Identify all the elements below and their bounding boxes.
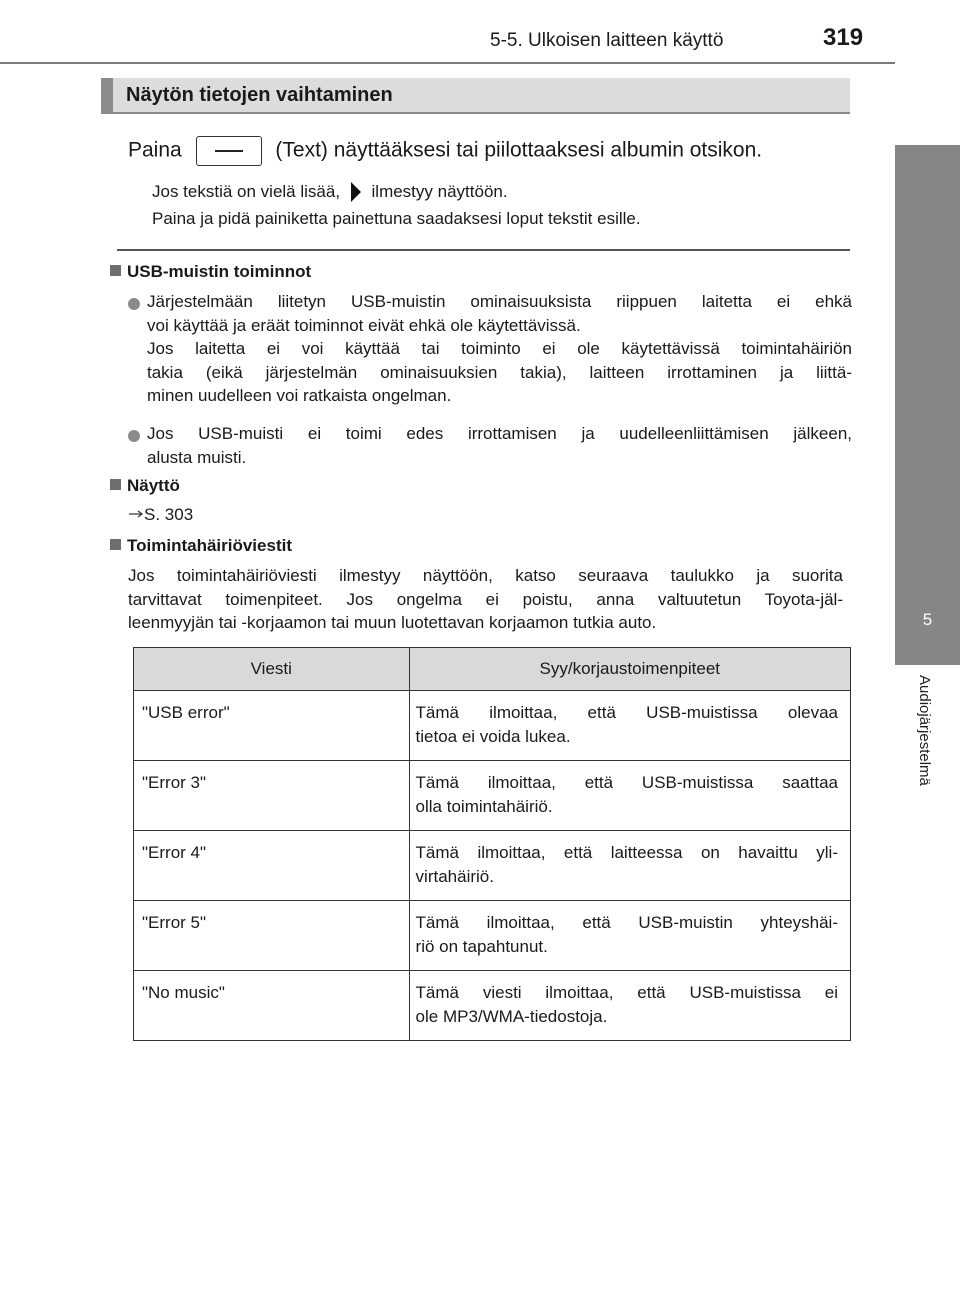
round-bullet-icon: [128, 430, 140, 442]
cause-line-1: Tämä viesti ilmoittaa, että USB-muistissa ei: [415, 983, 838, 1002]
usb-heading: [110, 262, 311, 282]
table-row: [134, 761, 851, 831]
errors-intro-line-1: Jos toimintahäiriöviesti ilmestyy näyttöön, katso seuraava taulukko ja suorita: [128, 566, 843, 585]
display-heading: [110, 476, 180, 496]
error-messages-table: [133, 647, 851, 1041]
square-bullet-icon: [110, 265, 121, 276]
chapter-side-tab: [895, 145, 960, 665]
cause-line-1: Tämä ilmoittaa, että USB-muistissa olevaa: [415, 703, 838, 722]
table-row: [134, 691, 851, 761]
cause-line-2: olla toimintahäiriö.: [415, 796, 553, 816]
cause-line-2: ole MP3/WMA-tiedostoja.: [415, 1006, 608, 1026]
cause-line-2: tietoa ei voida lukea.: [415, 726, 571, 746]
chapter-label: Audiojärjestelmä: [916, 675, 933, 786]
instruction-line: [128, 136, 762, 166]
usb-bullet-1-line-1: Järjestelmään liitetyn USB-muistin ominaisuuksista riippuen laitetta ei ehkä: [147, 292, 852, 311]
errors-heading-text: Toimintahäiriöviestit: [127, 536, 292, 555]
table-cell-message: "Error 3": [134, 761, 410, 831]
errors-intro-line-3: leenmyyjän tai -korjaamon tai muun luotettavan korjaamon tutkia auto.: [128, 613, 657, 632]
table-cell-message: "USB error": [134, 691, 410, 761]
usb-bullet-1-line-2: voi käyttää ja eräät toiminnot eivät ehkä ole käytettävissä.: [147, 315, 581, 335]
cause-line-1: Tämä ilmoittaa, että USB-muistissa saattaa: [415, 773, 838, 792]
chapter-number: 5: [922, 610, 933, 629]
section-title: 5-5. Ulkoisen laitteen käyttö: [490, 30, 724, 51]
table-row: [134, 971, 851, 1041]
usb-bullet-1-line-3: Jos laitetta ei voi käyttää tai toiminto ei ole käytettävissä toimintahäiriön: [147, 339, 852, 358]
table-row: [134, 901, 851, 971]
usb-bullet-2-line-1: Jos USB-muisti ei toimi edes irrottamisen ja uudelleenliittämisen jälkeen,: [147, 424, 852, 443]
errors-heading: [110, 536, 292, 556]
usb-bullet-1-line-5: minen uudelleen voi ratkaista ongelman.: [147, 386, 452, 405]
note-line-1-before: Jos tekstiä on vielä lisää,: [152, 182, 341, 201]
section-heading-marker: [101, 78, 113, 114]
page-number: 319: [823, 24, 864, 51]
header-rule: [0, 62, 895, 64]
instruction-after: (Text) näyttääksesi tai piilottaaksesi albumin otsikon.: [275, 138, 763, 162]
table-cell-message: "Error 4": [134, 831, 410, 901]
cause-line-1: Tämä ilmoittaa, että USB-muistin yhteyshäi-: [415, 913, 838, 932]
errors-intro: [128, 564, 843, 635]
table-cell-cause: [409, 901, 850, 971]
cause-line-2: riö on tapahtunut.: [415, 936, 548, 956]
square-bullet-icon: [110, 479, 121, 490]
errors-intro-line-2: tarvittavat toimenpiteet. Jos ongelma ei poistu, anna valtuutetun Toyota-jäl-: [128, 589, 843, 609]
table-row: [134, 831, 851, 901]
note-line-1: [152, 180, 508, 204]
note-line-1-after: ilmestyy näyttöön.: [371, 182, 508, 201]
table-header-cause: Syy/korjaustoimenpiteet: [409, 648, 850, 691]
arrow-right-icon: [128, 509, 144, 519]
section-heading: Näytön tietojen vaihtaminen: [126, 84, 393, 106]
table-cell-message: "No music": [134, 971, 410, 1041]
display-reference-text: S. 303: [144, 505, 194, 524]
instruction-before: Paina: [128, 138, 182, 162]
usb-bullet-1-line-4: takia (eikä järjestelmän ominaisuuksien takia), laitteen irrottaminen ja liittä-: [147, 362, 852, 382]
round-bullet-icon: [128, 298, 140, 310]
usb-heading-text: USB-muistin toiminnot: [127, 262, 312, 281]
cause-line-2: virtahäiriö.: [415, 866, 494, 886]
table-header-row: [134, 648, 851, 691]
section-divider: [117, 249, 850, 251]
display-heading-text: Näyttö: [127, 476, 180, 495]
table-header-message: Viesti: [134, 648, 410, 691]
text-button-icon: [196, 136, 262, 166]
display-reference: [128, 505, 193, 525]
square-bullet-icon: [110, 539, 121, 550]
usb-bullet-1: [147, 290, 852, 408]
table-cell-message: "Error 5": [134, 901, 410, 971]
table-cell-cause: [409, 691, 850, 761]
triangle-arrow-icon: [349, 180, 363, 204]
usb-bullet-2: [147, 422, 852, 469]
usb-bullet-2-line-2: alusta muisti.: [147, 447, 247, 467]
table-cell-cause: [409, 831, 850, 901]
table-cell-cause: [409, 761, 850, 831]
cause-line-1: Tämä ilmoittaa, että laitteessa on havaittu yli-: [415, 843, 838, 862]
table-cell-cause: [409, 971, 850, 1041]
note-line-2: Paina ja pidä painiketta painettuna saadaksesi loput tekstit esille.: [152, 209, 641, 228]
